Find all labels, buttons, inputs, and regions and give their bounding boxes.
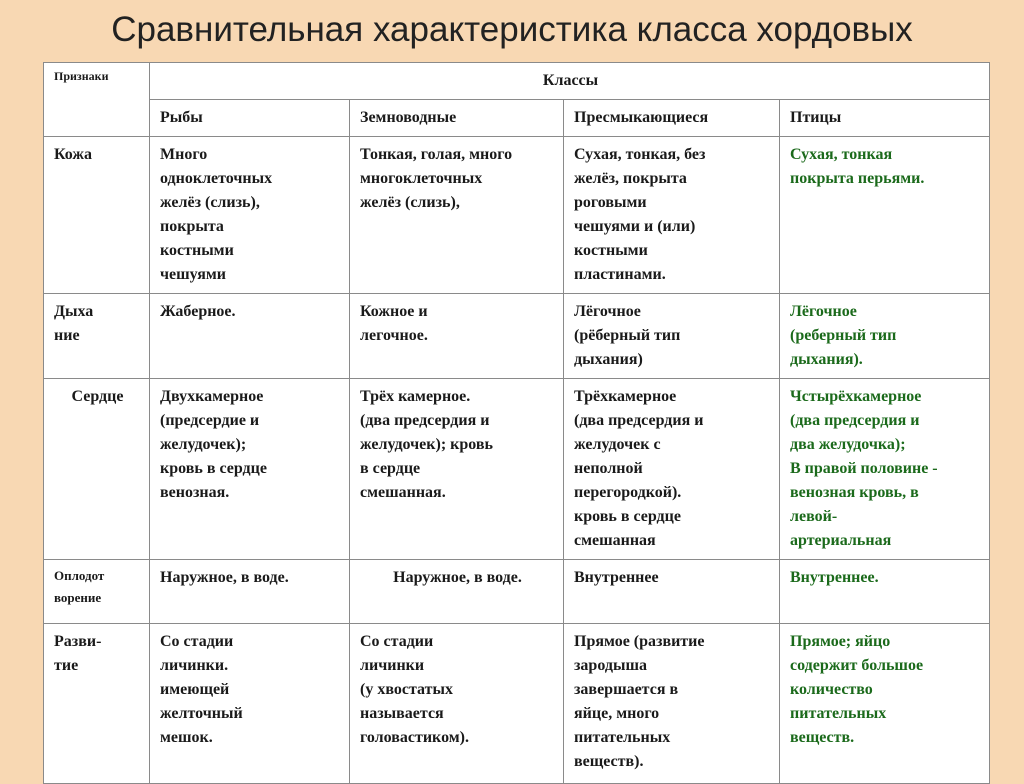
table-cell: Прямое (развитие зародыша завершается в яйце, много питательных веществ). [564, 624, 780, 784]
column-header-amphibians: Земноводные [350, 100, 564, 137]
table-cell: Лёгочное (рёберный тип дыхания) [564, 294, 780, 379]
table-column-header-row [44, 100, 990, 137]
table-cell: Наружное, в воде. [150, 560, 350, 624]
row-feature-label: Дыха ние [44, 294, 150, 379]
row-feature-label: Кожа [44, 137, 150, 294]
page-title: Сравнительная характеристика класса хордовых [111, 10, 913, 49]
table-cell: Двухкамерное (предсердие и желудочек); кровь в сердце венозная. [150, 379, 350, 560]
table-row-fertilization [44, 560, 990, 624]
table-row-heart [44, 379, 990, 560]
table-header-row [44, 63, 990, 100]
column-header-fish: Рыбы [150, 100, 350, 137]
column-header-birds: Птицы [780, 100, 990, 137]
table-cell: Внутреннее [564, 560, 780, 624]
table-row-breathing [44, 294, 990, 379]
row-feature-label: Разви- тие [44, 624, 150, 784]
header-feature-label: Признаки [44, 63, 150, 137]
table-cell: Сухая, тонкая покрыта перьями. [780, 137, 990, 294]
table-cell: Трёхкамерное (два предсердия и желудочек с неполной перегородкой). кровь в сердце смешанная [564, 379, 780, 560]
table-cell: Сухая, тонкая, без желёз, покрыта роговыми чешуями и (или) костными пластинами. [564, 137, 780, 294]
column-header-reptiles: Пресмыкающиеся [564, 100, 780, 137]
header-classes-label: Классы [150, 63, 990, 100]
table-row-skin [44, 137, 990, 294]
table-cell: Наружное, в воде. [350, 560, 564, 624]
table-cell: Трёх камерное. (два предсердия и желудочек); кровь в сердце смешанная. [350, 379, 564, 560]
table-cell: Лёгочное (реберный тип дыхания). [780, 294, 990, 379]
row-feature-label: Сердце [44, 379, 150, 560]
table-cell: Кожное и легочное. [350, 294, 564, 379]
table-cell: Много одноклеточных желёз (слизь), покрыта костными чешуями [150, 137, 350, 294]
table-cell: Прямое; яйцо содержит большое количество питательных веществ. [780, 624, 990, 784]
table-cell: Тонкая, голая, много многоклеточных желёз (слизь), [350, 137, 564, 294]
table-cell: Внутреннее. [780, 560, 990, 624]
row-feature-label: Оплодот ворение [44, 560, 150, 624]
table-cell: Жаберное. [150, 294, 350, 379]
table-cell: Со стадии личинки. имеющей желточный мешок. [150, 624, 350, 784]
table-cell: Со стадии личинки (у хвостатых называется головастиком). [350, 624, 564, 784]
comparison-table [43, 62, 990, 784]
table-cell: Чстырёхкамерное (два предсердия и два желудочка); В правой половине - венозная кровь, в левой- артериальная [780, 379, 990, 560]
table-row-development [44, 624, 990, 784]
